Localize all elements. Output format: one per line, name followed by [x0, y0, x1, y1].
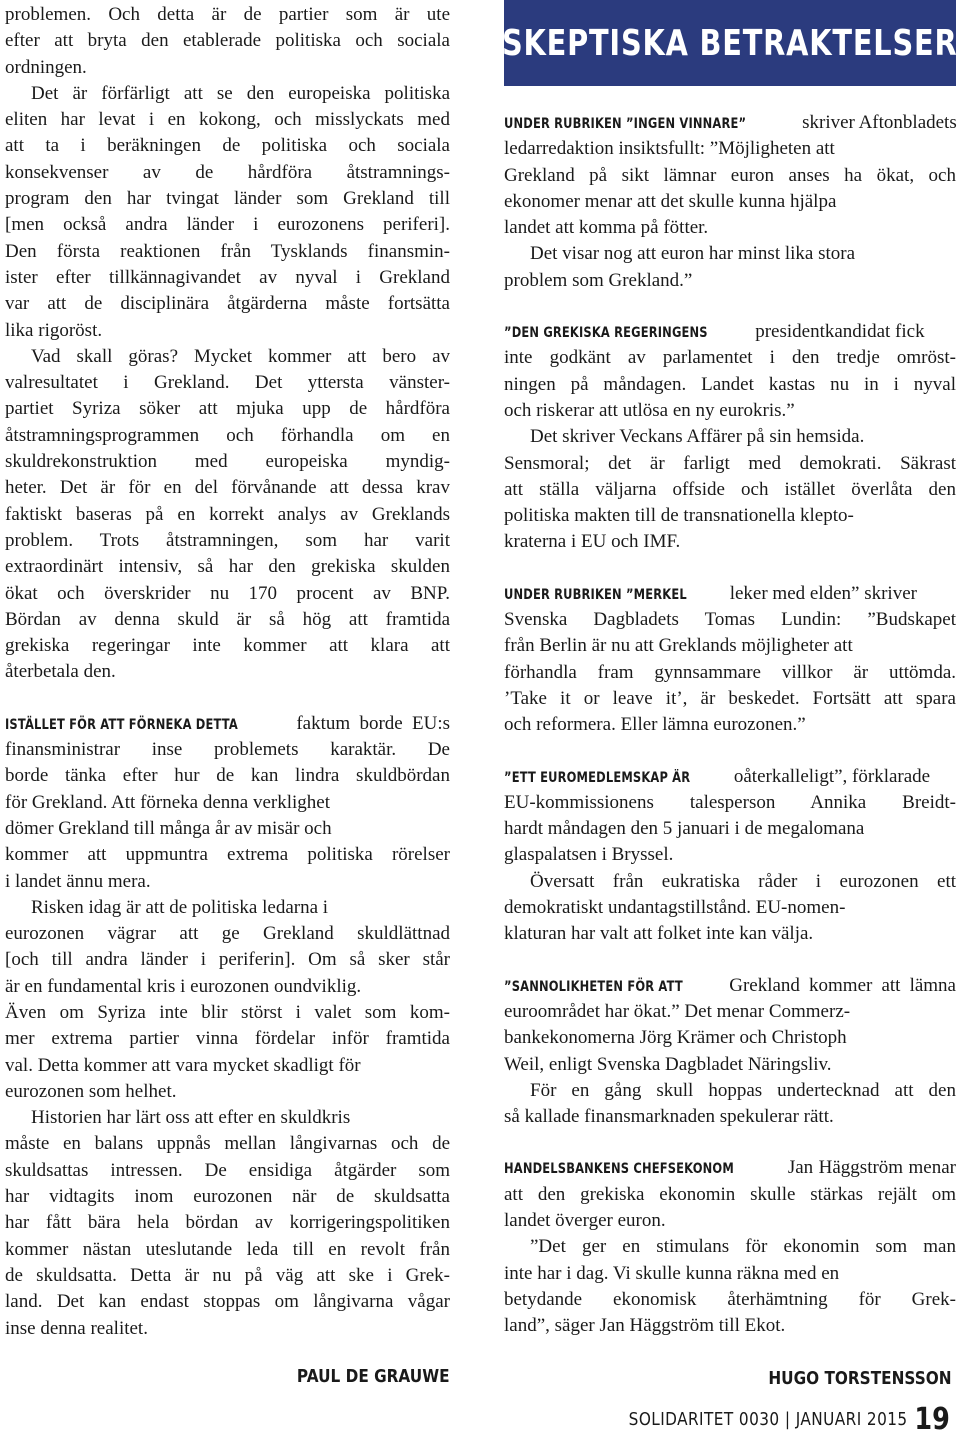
text-line: Det är förfärligt att se den europeiska politiska: [31, 82, 450, 104]
text-fragment: oåterkalleligt”, förklarade: [729, 765, 931, 787]
text-line: [och till andra länder i periferin]. Om så sker står: [5, 949, 450, 971]
text-line: val. Detta kommer att vara mycket skadligt för: [5, 1054, 361, 1076]
text-line: mer extrema partier vinna fördelar inför framtida: [5, 1028, 450, 1050]
text-line: Svenska Dagbladets Tomas Lundin: ”Budskapet: [504, 609, 956, 631]
text-line: för Grekland. Att förneka denna verklighet: [5, 791, 330, 813]
banner-title: SKEPTISKA BETRAKTELSER: [502, 22, 958, 64]
text-line: Den första reaktionen från Tysklands finansmin-: [5, 240, 450, 262]
text-line: kraterna i EU och IMF.: [504, 531, 681, 553]
text-line: finansministrar inse problemets karaktär. De: [5, 739, 450, 761]
text-line: ekonomer menar att det skulle kunna hjälpa: [504, 190, 837, 212]
section-lead: ”ETT EUROMEDLEMSKAP ÄR: [504, 769, 691, 786]
text-line: har vidtagits inom eurozonen när de skuldsatta: [5, 1186, 450, 1208]
text-line: och reformera. Eller lämna eurozonen.”: [504, 714, 806, 736]
text-line: ister efter tillkännagivandet av nyval i Grekland: [5, 266, 450, 288]
text-line: konsekvenser av de hårdföra åtstramnings-: [5, 161, 450, 183]
text-line: inse denna realitet.: [5, 1317, 148, 1339]
text-line: Historien har lärt oss att efter en skuldkris: [31, 1107, 351, 1129]
text-line: land. Det kan endast stoppas om långivarna vågar: [5, 1291, 450, 1313]
text-line: extraordinärt intensiv, så har den grekiska skulden: [5, 556, 450, 578]
text-fragment: Grekland kommer att lämna: [720, 974, 956, 996]
text-line: Grekland på sikt lämnar euron anses ha ökat, och: [504, 164, 956, 186]
text-line: inte godkänt av parlamentet i den tredje omröst-: [504, 347, 956, 369]
text-line: Även om Syriza inte blir störst i valet som kom-: [5, 1001, 450, 1023]
section-lead-line: [504, 764, 956, 790]
text-line: partiet Syriza söker att mjuka upp de hårdföra: [5, 398, 450, 420]
text-line: Vad skall göras? Mycket kommer att bero av: [31, 345, 450, 367]
text-line: eliten har levat i en kokong, och misslyckats med: [5, 109, 450, 131]
section-lead: ”DEN GREKISKA REGERINGENS: [504, 325, 708, 342]
text-line: problem. Trots åtstramningen, som har varit: [5, 529, 450, 551]
text-line: eurozonen vägrar att ge Grekland skuldlättnad: [5, 923, 450, 945]
text-line: politiska makten till de transnationella klepto-: [504, 505, 854, 527]
text-line: Sensmoral; det är farligt med demokrati. Säkrast: [504, 452, 956, 474]
text-line: var att de disciplinära åtgärderna måste fortsätta: [5, 293, 450, 315]
text-line: att den grekiska ekonomin skulle stärkas rejält om: [504, 1183, 956, 1205]
text-line: skuldsattas intressen. De ensidiga åtgärder som: [5, 1159, 450, 1181]
text-line: [men också andra länder i eurozonens periferi].: [5, 214, 450, 236]
text-fragment: skriver Aftonbladets: [797, 112, 957, 133]
text-fragment: presidentkandidat fick: [750, 321, 925, 343]
text-line: heter. Det är för en del förvånande att dessa krav: [5, 477, 450, 499]
text-line: landet överger euron.: [504, 1209, 666, 1231]
text-line: och riskerar att utlösa en ny eurokris.”: [504, 399, 795, 421]
text-line: kommer att uppmuntra extrema politiska rörelser: [5, 844, 450, 866]
text-line: ningen på måndagen. Landet kastas nu in i nyval: [504, 373, 956, 395]
text-line: Det visar nog att euron har minst lika stora: [530, 243, 856, 265]
text-line: EU-kommissionens talesperson Annika Breidt-: [504, 791, 956, 813]
text-line: klaturan har valt att folket inte kan välja.: [504, 923, 814, 945]
text-line: Bördan av denna skuld är så hög att framtida: [5, 608, 450, 630]
text-fragment: faktum borde EU:s: [287, 712, 450, 734]
text-line: ökat och överskrider nu 170 procent av BNP.: [5, 582, 450, 604]
text-line: Översatt från eukratiska råder i eurozonen ett: [530, 870, 956, 892]
section-lead: HANDELSBANKENS CHEFSEKONOM: [504, 1161, 734, 1178]
text-line: För en gång skull hoppas undertecknad att den: [530, 1079, 956, 1101]
section-lead: ISTÄLLET FÖR ATT FÖRNEKA DETTA: [5, 716, 238, 733]
right-column: [504, 110, 956, 1339]
text-line: ledarredaktion insiktsfullt: ”Möjligheten att: [504, 138, 835, 160]
text-line: Weil, enligt Svenska Dagbladet Näringsliv.: [504, 1053, 832, 1075]
text-line: Risken idag är att de politiska ledarna i: [31, 896, 329, 918]
text-line: grekiska regeringar inte kommer att klara att: [5, 635, 450, 657]
text-line: dömer Grekland till många år av misär och: [5, 817, 332, 839]
section-lead: ”SANNOLIKHETEN FÖR ATT: [504, 978, 683, 995]
text-line: att ställa väljarna offside och istället överlåta den: [504, 478, 956, 500]
text-line: Det skriver Veckans Affärer på sin hemsida.: [530, 426, 865, 448]
text-fragment: leker med elden” skriver: [724, 582, 917, 604]
text-line: betydande ekonomisk återhämtning för Grek-: [504, 1288, 956, 1310]
text-line: hardt måndagen den 5 januari i de megalomana: [504, 818, 865, 840]
text-line: efter att bryta den etablerade politiska och sociala: [5, 30, 450, 52]
text-line: faktiskt baseras på en korrekt analys av Greklands: [5, 503, 450, 525]
text-line: program den har tvingat länder som Grekland till: [5, 188, 450, 210]
text-line: lika rigoröst.: [5, 319, 103, 341]
text-line: så kallade finansmarknaden spekulerar rätt.: [504, 1106, 834, 1128]
section-lead-line: [504, 1155, 956, 1181]
text-line: måste en balans uppnås mellan långivarnas och de: [5, 1133, 450, 1155]
author-byline: PAUL DE GRAUWE: [297, 1366, 450, 1387]
column-banner: [504, 0, 956, 86]
text-line: ordningen.: [5, 56, 87, 78]
text-line: bankekonomerna Jörg Krämer och Christoph: [504, 1027, 847, 1049]
section-lead-line: [504, 581, 956, 607]
left-column: [5, 0, 450, 1342]
page-number: 19: [914, 1402, 950, 1437]
text-line: de skuldsatta. Detta är nu på väg att ske i Grek-: [5, 1264, 450, 1286]
text-line: valresultatet i Grekland. Det yttersta vänster-: [5, 372, 450, 394]
text-line: har fått bära hela bördan av korrigeringspolitiken: [5, 1212, 450, 1234]
publication-info: SOLIDARITET 0030 | JANUARI 2015: [628, 1409, 908, 1430]
text-line: skuldrekonstruktion med europeiska myndig-: [5, 451, 450, 473]
text-line: inte har i dag. Vi skulle kunna räkna med en: [504, 1262, 840, 1284]
text-line: är en fundamental kris i eurozonen oundviklig.: [5, 975, 362, 997]
text-line: euroområdet har ökat.” Det menar Commerz-: [504, 1000, 851, 1022]
text-line: i landet ännu mera.: [5, 870, 151, 892]
section-lead-line: [504, 110, 956, 136]
page-footer: [629, 1402, 950, 1437]
text-line: ’Take it or leave it’, är beskedet. Fortsätt att spara: [504, 687, 956, 709]
author-byline: HUGO TORSTENSSON: [768, 1368, 952, 1389]
text-line: kommer nästan uteslutande leda till en revolt från: [5, 1238, 450, 1260]
section-lead-line: [504, 319, 956, 345]
text-fragment: Jan Häggström menar: [782, 1157, 956, 1179]
text-line: återbetala den.: [5, 661, 116, 683]
text-line: problemen. Och detta är de partier som är ute: [5, 4, 450, 25]
text-line: demokratiskt undantagstillstånd. EU-nomen-: [504, 897, 846, 919]
text-line: glaspalatsen i Bryssel.: [504, 844, 674, 866]
text-line: eurozonen som helhet.: [5, 1080, 177, 1102]
section-lead: UNDER RUBRIKEN ”INGEN VINNARE”: [504, 116, 747, 132]
text-line: förhandla fram gynnsammare villkor är uttömda.: [504, 661, 956, 683]
text-line: land”, säger Jan Häggström till Ekot.: [504, 1315, 786, 1337]
section-lead: UNDER RUBRIKEN ”MERKEL: [504, 586, 687, 603]
section-lead-line: [5, 711, 450, 737]
text-line: borde tänka efter hur de kan lindra skuldbördan: [5, 765, 450, 787]
text-line: åtstramningsprogrammen och förhandla om en: [5, 424, 450, 446]
text-line: från Berlin är nu att Greklands möjligheter att: [504, 635, 853, 657]
text-line: problem som Grekland.”: [504, 269, 693, 291]
text-line: landet att komma på fötter.: [504, 217, 709, 239]
section-lead-line: [504, 973, 956, 999]
text-line: ”Det ger en stimulans för ekonomin som man: [530, 1236, 956, 1258]
text-line: att ta i beräkningen de politiska och sociala: [5, 135, 450, 157]
